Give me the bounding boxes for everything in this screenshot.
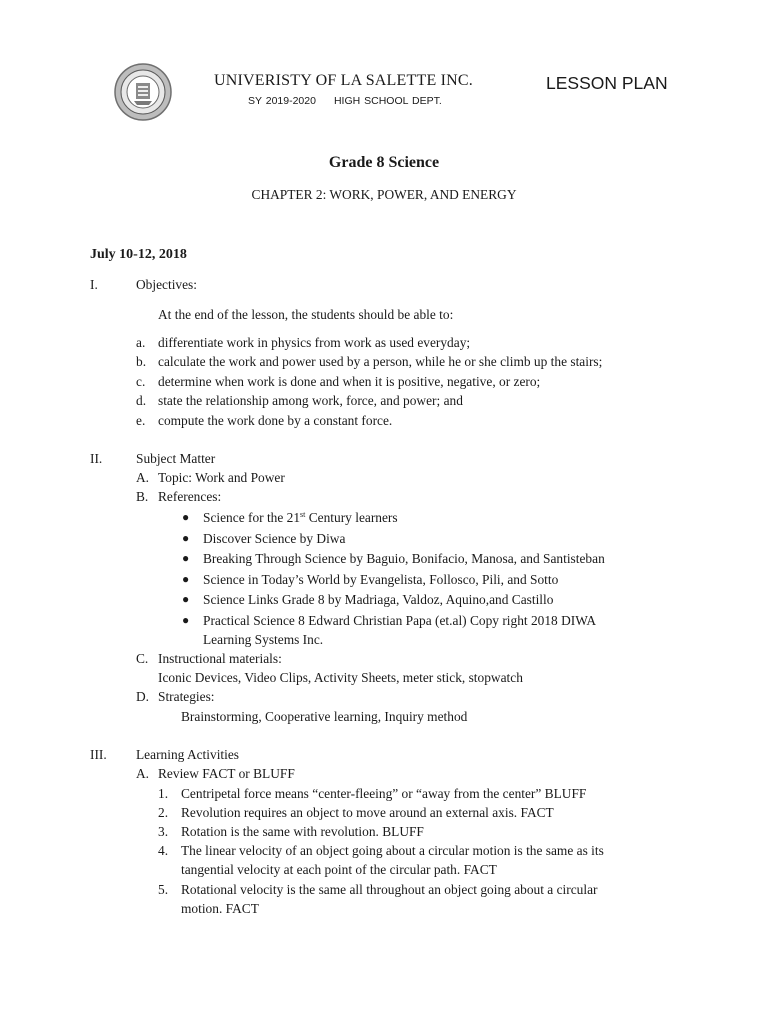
bullet-icon: ● <box>182 613 190 627</box>
bullet-icon: ● <box>182 531 190 545</box>
bullet-icon: ● <box>182 592 190 606</box>
list-item-continuation: tangential velocity at each point of the circular path. FACT <box>181 862 497 877</box>
strategies-value: Brainstorming, Cooperative learning, Inquiry method <box>181 709 468 724</box>
university-name: UNIVERISTY OF LA SALETTE INC. <box>214 72 473 89</box>
school-year: SY 2019-2020 <box>248 95 316 107</box>
list-item-continuation: motion. FACT <box>181 901 259 916</box>
department: HIGH SCHOOL DEPT. <box>333 95 442 107</box>
lesson-date: July 10-12, 2018 <box>90 247 187 262</box>
materials-value: Iconic Devices, Video Clips, Activity Sheets, meter stick, stopwatch <box>158 670 523 685</box>
objectives-intro: At the end of the lesson, the students should be able to: <box>158 307 454 322</box>
section-numeral: III. <box>90 747 107 762</box>
bullet-icon: ● <box>182 510 190 524</box>
bullet-icon: ● <box>182 572 190 586</box>
document-type: LESSON PLAN <box>546 73 668 93</box>
section-heading: Learning Activities <box>136 747 240 762</box>
reference-continuation: Learning Systems Inc. <box>203 632 324 647</box>
section-heading: Subject Matter <box>136 451 216 466</box>
section-heading: Objectives: <box>136 277 197 292</box>
school-info <box>248 95 442 107</box>
university-seal-logo <box>114 63 172 121</box>
section-numeral: II. <box>90 451 103 466</box>
chapter-title: CHAPTER 2: WORK, POWER, AND ENERGY <box>251 187 517 202</box>
section-numeral: I. <box>90 277 98 292</box>
bullet-icon: ● <box>182 551 190 565</box>
page-title: Grade 8 Science <box>328 154 440 171</box>
